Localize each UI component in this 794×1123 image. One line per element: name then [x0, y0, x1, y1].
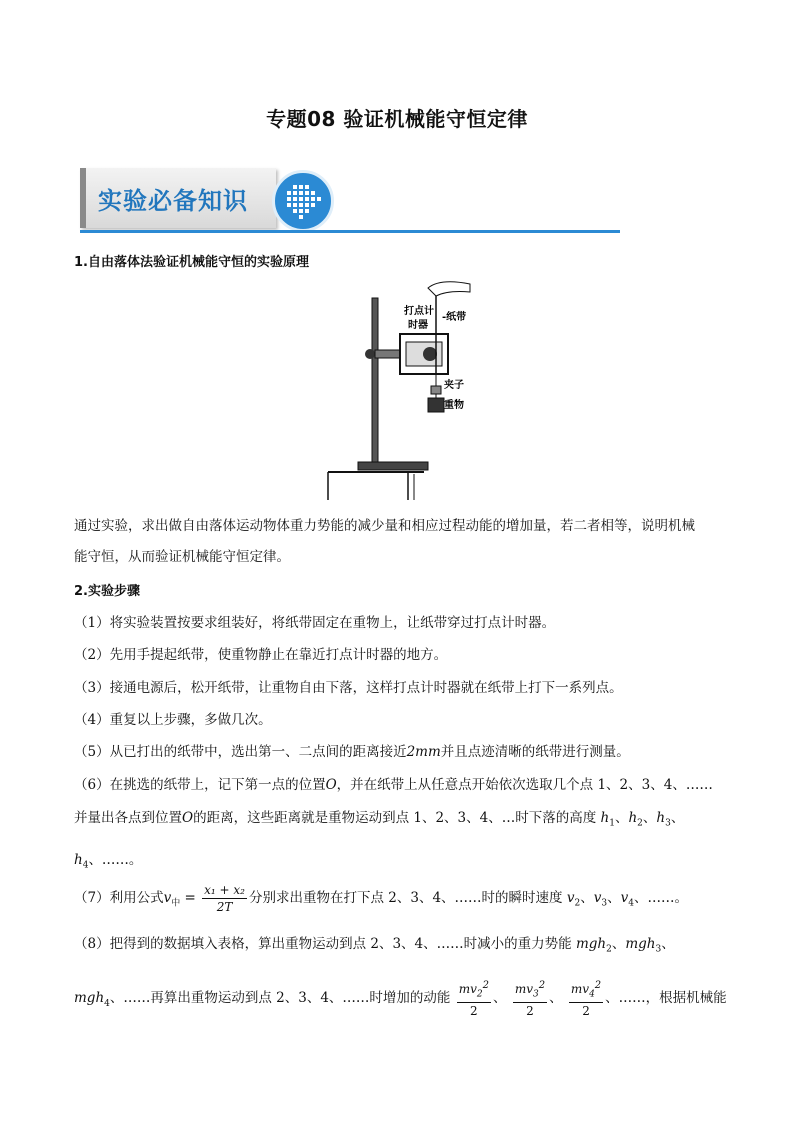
ke-frac-4: $\frac{mv_4^2}{2}$: [570, 980, 602, 1019]
ke-mv-2: mv: [458, 982, 477, 996]
step-5-text-a: （5）从已打出的纸带中，选出第一、二点间的距离接近: [74, 744, 407, 760]
section1-heading: 1.自由落体法验证机械能守恒的实验原理: [74, 255, 309, 270]
mgh3-var: mgh: [625, 936, 656, 952]
step-8-line-1: （8）把得到的数据填入表格，算出重物运动到点 2、3、4、……时减小的重力势能 mgh$_2$、mgh$_3$、: [74, 936, 675, 955]
step-6-line-1: [74, 773, 734, 793]
apparatus-figure: [320, 278, 488, 502]
v4-var: v: [620, 890, 629, 906]
ke-mv-3: mv: [514, 982, 533, 996]
mgh2-var: mgh: [575, 936, 607, 952]
step-8-text-b: ……再算出重物运动到点 2、3、4、……时增加的动能: [123, 990, 451, 1007]
step-3: （3）接通电源后，松开纸带，让重物自由下落，这样打点计时器就在纸带上打下一系列点。: [74, 680, 623, 696]
step-7-text-a: （7）利用公式: [74, 890, 164, 906]
banner-underline: [80, 230, 620, 233]
step-7: （7）利用公式$v_中$ = $\frac{\text{x₁ + x₂}}{2T}$ 分别求出重物在打下点 2、3、4、……时的瞬时速度 $v_2$、$v_3$、$v_4$、……。: [74, 883, 688, 914]
step-5-unit: 2mm: [406, 744, 441, 760]
step-8-text-a: （8）把得到的数据填入表格，算出重物运动到点 2、3、4、……时减小的重力势能: [74, 936, 572, 952]
ke-frac-2: $\frac{mv_2^2}{2}$: [458, 980, 490, 1019]
step-6-text-b: ，并在纸带上从任意点开始依次选取几个点 1、2、3、4、……: [336, 777, 713, 793]
h3-var: h: [656, 810, 666, 826]
step-6-text-a: （6）在挑选的纸带上，记下第一点的位置: [74, 777, 326, 793]
step-2: （2）先用手提起纸带，使重物静止在靠近打点计时器的地方。: [74, 647, 448, 663]
h4-var: h: [74, 852, 83, 868]
grid-icon: [272, 170, 334, 232]
banner-label: 实验必备知识: [98, 187, 248, 215]
label-weight: 重物: [444, 400, 464, 411]
step-4: （4）重复以上步骤，多做几次。: [74, 712, 272, 728]
v3-var: v: [593, 890, 602, 906]
step-5-text-b: 并且点迹清晰的纸带进行测量。: [440, 744, 630, 760]
h1-var: h: [600, 810, 610, 826]
step-5: [74, 740, 734, 760]
v2-var: v: [566, 890, 575, 906]
step-6-point-o: O: [325, 777, 337, 793]
step-6-end: 、……。: [88, 852, 143, 868]
formula-denominator: 2T: [216, 900, 233, 914]
ke-mv-4: mv: [570, 982, 590, 996]
h2-var: h: [628, 810, 638, 826]
step-6-text-c: 并量出各点到位置: [74, 810, 182, 826]
section2-heading: 2.实验步骤: [74, 584, 140, 599]
section-banner: [80, 168, 620, 234]
v-mid-sub: 中: [171, 898, 181, 909]
principle-line-1: 通过实验，求出做自由落体运动物体重力势能的减少量和相应过程动能的增加量，若二者相等，说明机械: [74, 518, 695, 534]
banner-box: [80, 168, 276, 228]
step-8-line-2: mgh$_4$、……再算出重物运动到点 2、3、4、……时增加的动能 $\frac{mv_2^2}{2}$ 、 $\frac{mv_3^2}{2}$ 、 $\frac{mv_4^2}{2}$ 、……，根据机械能: [74, 980, 727, 1019]
ke-frac-3: $\frac{mv_3^2}{2}$: [514, 980, 546, 1019]
step-7-text-b: 分别求出重物在打下点 2、3、4、……时的瞬时速度: [249, 890, 563, 906]
v-mid-var: v: [163, 890, 172, 906]
label-tape: -纸带: [442, 312, 467, 323]
mgh4-var: mgh: [74, 990, 105, 1007]
principle-paragraph: [74, 511, 724, 573]
step-7-end: 、……。: [633, 890, 688, 906]
velocity-formula: [202, 882, 247, 915]
step-6-line-2: 并量出各点到位置O的距离，这些距离就是重物运动到点 1、2、3、4、…时下落的高度 $h_1$、$h_2$、$h_3$、: [74, 810, 685, 829]
step-6-point-o-2: O: [182, 810, 194, 826]
label-timer-2: 时器: [408, 320, 428, 331]
step-1: （1）将实验装置按要求组装好，将纸带固定在重物上，让纸带穿过打点计时器。: [74, 615, 556, 631]
step-8-end: 、……，根据机械能: [605, 990, 727, 1007]
label-timer-1: 打点计: [404, 306, 434, 317]
page-title: 专题08 验证机械能守恒定律: [266, 107, 528, 131]
step-6-line-3: $h_4$、……。: [74, 852, 143, 871]
principle-line-2: 能守恒，从而验证机械能守恒定律。: [74, 549, 290, 565]
step-6-text-d: 的距离，这些距离就是重物运动到点 1、2、3、4、…时下落的高度: [193, 810, 597, 826]
label-clip: 夹子: [444, 380, 464, 391]
formula-numerator: x₁ + x₂: [204, 883, 245, 897]
